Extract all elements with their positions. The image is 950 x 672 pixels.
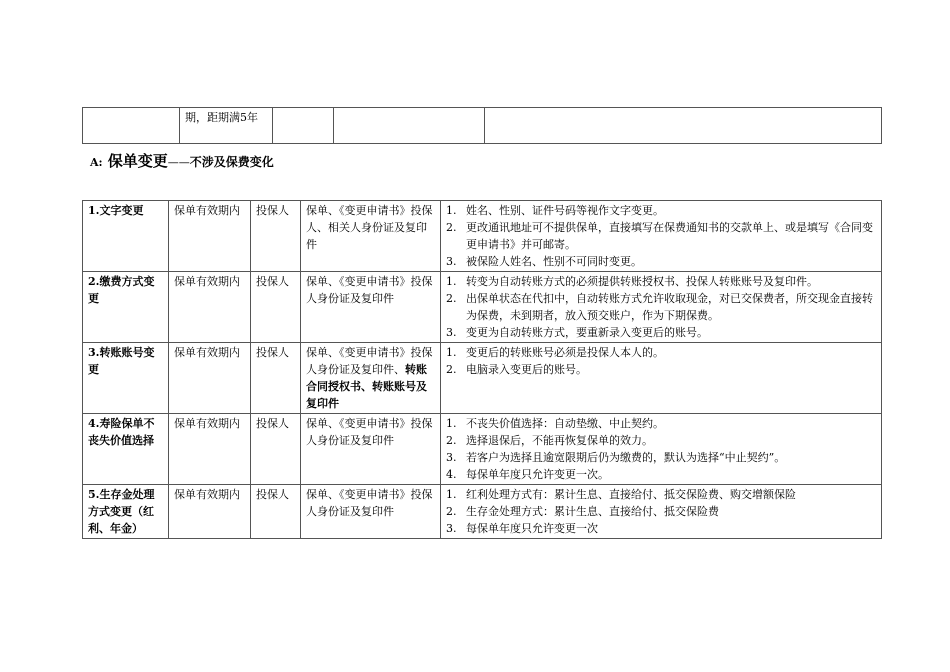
- list-number: 3.: [446, 326, 457, 339]
- policy-change-table: [82, 200, 882, 539]
- section-prefix: A:: [90, 156, 103, 169]
- cell-docs: [334, 108, 485, 144]
- list-number: 1.: [446, 346, 457, 359]
- list-text: 变更为自动转账方式，要重新录入变更后的账号。: [466, 326, 708, 339]
- list-text: 生存金处理方式：累计生息、直接给付、抵交保险费: [466, 505, 719, 518]
- notes-list: [446, 486, 876, 537]
- list-number: 3.: [446, 255, 457, 268]
- cell-applicant: 投保人: [251, 485, 301, 539]
- list-number: 3.: [446, 522, 457, 535]
- list-text: 出保单状态在代扣中，自动转账方式允许收取现金，对已交保费者，所交现金直接转为保费，未到期者，放入预交账户，作为下期保费。: [466, 292, 873, 322]
- list-number: 2.: [446, 434, 457, 447]
- section-subtitle: 不涉及保费变化: [189, 155, 274, 169]
- list-text: 电脑录入变更后的账号。: [466, 363, 587, 376]
- notes-list: [446, 415, 876, 483]
- list-text: 每保单年度只允许变更一次: [466, 522, 598, 535]
- list-text: 转变为自动转账方式的必须提供转账授权书、投保人转账账号及复印件。: [466, 275, 818, 288]
- docs-text: 转账合同授权书、转账账号及复印件: [306, 363, 427, 410]
- list-number: 4.: [446, 468, 457, 481]
- list-item: [446, 324, 876, 341]
- cell-docs: [301, 272, 441, 343]
- cell-period: 保单有效期内: [169, 343, 251, 414]
- list-text: 选择退保后，不能再恢复保单的效力。: [466, 434, 653, 447]
- table-row: [83, 414, 882, 485]
- list-text: 变更后的转账账号必须是投保人本人的。: [466, 346, 664, 359]
- cell-item: 3.转账账号变更: [83, 343, 169, 414]
- table-row: [83, 272, 882, 343]
- cell-item: 5.生存金处理方式变更（红利、年金）: [83, 485, 169, 539]
- cell-applicant: 投保人: [251, 201, 301, 272]
- cell-period: 保单有效期内: [169, 201, 251, 272]
- cell-docs: [301, 414, 441, 485]
- notes-list: [446, 202, 876, 270]
- cell-item: [83, 108, 180, 144]
- list-text: 红利处理方式有：累计生息、直接给付、抵交保险费、购交增额保险: [466, 488, 796, 501]
- cell-item: 1.文字变更: [83, 201, 169, 272]
- cell-notes: [441, 272, 882, 343]
- cell-notes: [441, 485, 882, 539]
- cell-applicant: 投保人: [251, 343, 301, 414]
- list-number: 1.: [446, 417, 457, 430]
- cell-period: 保单有效期内: [169, 272, 251, 343]
- docs-text: 保单、《变更申请书》投保人身份证及复印件: [306, 275, 433, 305]
- list-text: 若客户为选择且逾宽限期后仍为缴费的，默认为选择“中止契约”。: [466, 451, 786, 464]
- list-text: 每保单年度只允许变更一次。: [466, 468, 609, 481]
- list-item: [446, 253, 876, 270]
- list-number: 2.: [446, 221, 457, 234]
- previous-table-fragment: [82, 107, 882, 144]
- docs-text: 保单、《变更申请书》投保人身份证及复印件: [306, 488, 433, 518]
- cell-docs: [301, 343, 441, 414]
- list-item: [446, 520, 876, 537]
- cell-notes: [441, 414, 882, 485]
- list-text: 不丧失价值选择：自动垫缴、中止契约。: [466, 417, 664, 430]
- list-item: [446, 486, 876, 503]
- list-number: 2.: [446, 505, 457, 518]
- cell-applicant: 投保人: [251, 414, 301, 485]
- docs-text: 保单、《变更申请书》投保人、相关人身份证及复印件: [306, 204, 433, 251]
- cell-period: 保单有效期内: [169, 414, 251, 485]
- table-row: [83, 343, 882, 414]
- list-item: [446, 432, 876, 449]
- list-item: [446, 219, 876, 253]
- list-text: 姓名、性别、证件号码等视作文字变更。: [466, 204, 664, 217]
- cell-item: 2.缴费方式变更: [83, 272, 169, 343]
- list-text: 被保险人姓名、性别不可同时变更。: [466, 255, 642, 268]
- list-item: [446, 415, 876, 432]
- table-row: [83, 108, 882, 144]
- section-dash: ——: [167, 156, 190, 169]
- list-item: [446, 273, 876, 290]
- cell-period: 保单有效期内: [169, 485, 251, 539]
- table-row: [83, 485, 882, 539]
- section-heading: [90, 150, 274, 171]
- cell-notes: [485, 108, 882, 144]
- cell-docs: [301, 201, 441, 272]
- list-item: [446, 202, 876, 219]
- list-number: 1.: [446, 488, 457, 501]
- cell-docs: [301, 485, 441, 539]
- list-item: [446, 503, 876, 520]
- list-item: [446, 449, 876, 466]
- section-title: 保单变更: [107, 152, 168, 170]
- list-text: 更改通讯地址可不提供保单，直接填写在保费通知书的交款单上、或是填写《合同变更申请书》并可邮寄。: [466, 221, 873, 251]
- notes-list: [446, 273, 876, 341]
- cell-item: 4.寿险保单不丧失价值选择: [83, 414, 169, 485]
- docs-text: 保单、《变更申请书》投保人身份证及复印件、: [306, 346, 433, 376]
- table-row: [83, 201, 882, 272]
- cell-applicant: [273, 108, 334, 144]
- list-item: [446, 290, 876, 324]
- list-number: 3.: [446, 451, 457, 464]
- list-number: 2.: [446, 292, 457, 305]
- cell-period: 期，距期满5年: [180, 108, 273, 144]
- cell-applicant: 投保人: [251, 272, 301, 343]
- list-item: [446, 344, 876, 361]
- cell-notes: [441, 201, 882, 272]
- list-number: 1.: [446, 204, 457, 217]
- list-item: [446, 466, 876, 483]
- list-number: 2.: [446, 363, 457, 376]
- cell-notes: [441, 343, 882, 414]
- notes-list: [446, 344, 876, 378]
- list-number: 1.: [446, 275, 457, 288]
- list-item: [446, 361, 876, 378]
- docs-text: 保单、《变更申请书》投保人身份证及复印件: [306, 417, 433, 447]
